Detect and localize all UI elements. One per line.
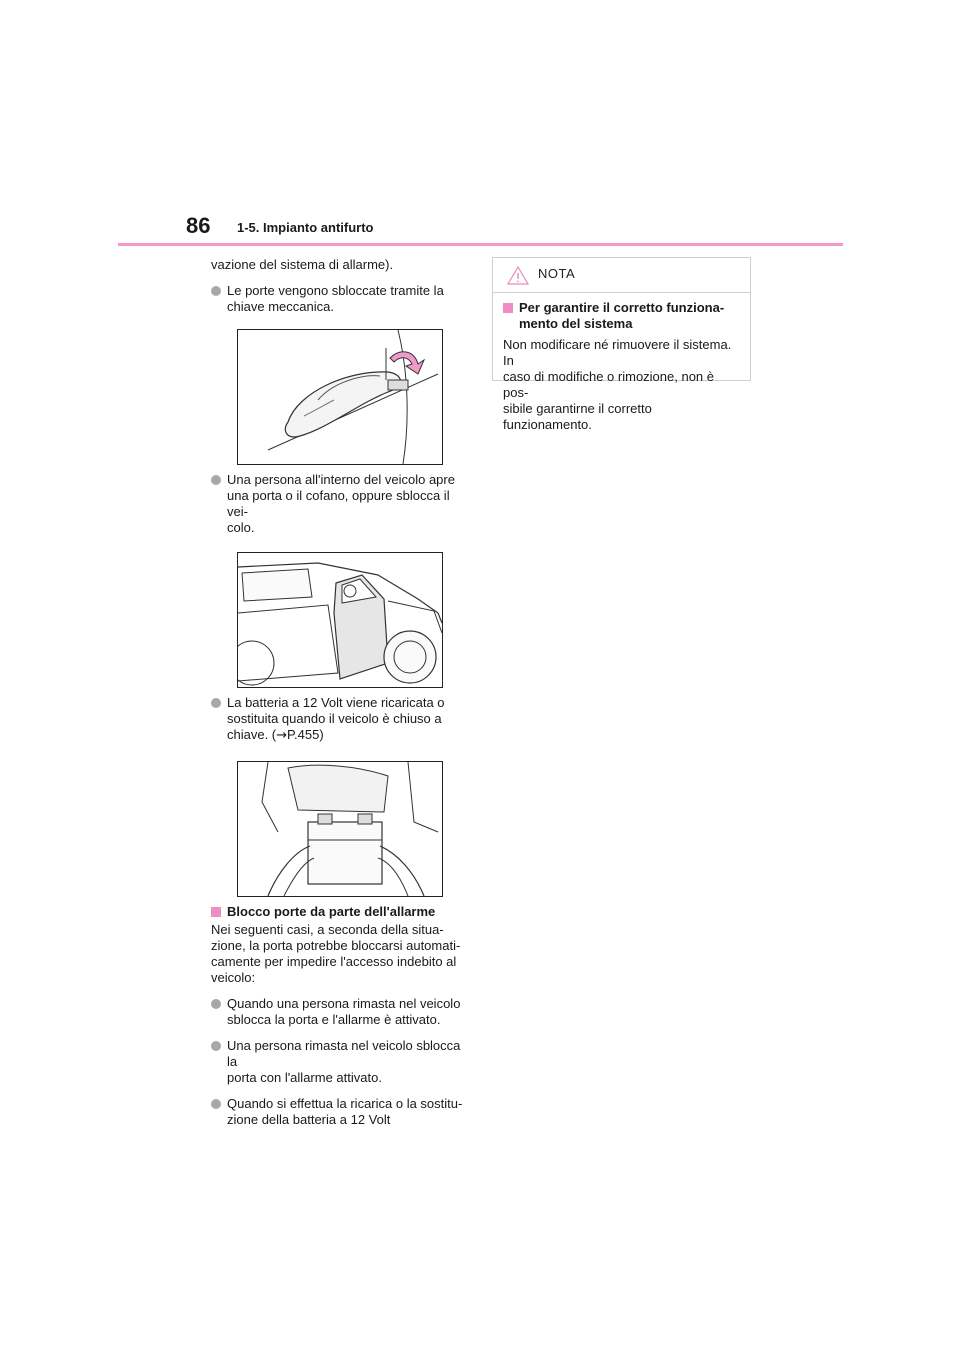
paragraph-line: zione, la porta potrebbe bloccarsi automati- xyxy=(211,938,461,953)
bullet-dot-icon xyxy=(211,475,221,485)
nota-line: caso di modifiche o rimozione, non è pos- xyxy=(503,369,715,400)
nota-box xyxy=(492,257,751,432)
bullet-line: chiave meccanica. xyxy=(227,299,334,314)
section-title: 1-5. Impianto antifurto xyxy=(237,220,374,235)
door-handle-key-illustration xyxy=(237,329,443,465)
bullet-line: Una persona rimasta nel veicolo sblocca la xyxy=(227,1038,461,1069)
bullet-line xyxy=(227,727,473,744)
left-column xyxy=(211,257,473,1128)
page-reference-link[interactable]: P.455) xyxy=(287,727,324,742)
bullet-dot-icon xyxy=(211,1041,221,1051)
bullet-line: Le porte vengono sbloccate tramite la xyxy=(227,283,444,298)
bullet-dot-icon xyxy=(211,698,221,708)
bullet-line: sblocca la porta e l'allarme è attivato. xyxy=(227,1012,441,1027)
nota-heading xyxy=(503,300,740,332)
nota-line: sibile garantirne il corretto funzionamento. xyxy=(503,401,652,432)
bullet-dot-icon xyxy=(211,286,221,296)
open-door-car-illustration xyxy=(237,552,443,688)
paragraph-line: camente per impedire l'accesso indebito al xyxy=(211,954,457,969)
header-rule xyxy=(118,243,843,246)
bullet-line: sostituita quando il veicolo è chiuso a xyxy=(227,711,442,726)
battery-replacement-illustration xyxy=(237,761,443,897)
section-paragraph xyxy=(211,922,473,986)
bullet-item xyxy=(211,695,473,744)
paragraph-line: Nei seguenti casi, a seconda della situa- xyxy=(211,922,444,937)
section-heading xyxy=(211,904,473,920)
bullet-line: La batteria a 12 Volt viene ricaricata o xyxy=(227,695,445,710)
nota-header xyxy=(493,258,750,293)
bullet-item xyxy=(211,996,473,1028)
warning-triangle-icon xyxy=(507,266,529,285)
bullet-dot-icon xyxy=(211,1099,221,1109)
bullet-line: porta con l'allarme attivato. xyxy=(227,1070,382,1085)
nota-body xyxy=(493,293,750,433)
nota-line: Non modificare né rimuovere il sistema. In xyxy=(503,337,732,368)
bullet-line: colo. xyxy=(227,520,255,535)
paragraph-line: veicolo: xyxy=(211,970,256,985)
bullet-dot-icon xyxy=(211,999,221,1009)
nota-label: NOTA xyxy=(538,266,576,281)
bullet-line: Una persona all'interno del veicolo apre xyxy=(227,472,455,487)
bullet-line: Quando una persona rimasta nel veicolo xyxy=(227,996,461,1011)
bullet-item xyxy=(211,1038,473,1086)
bullet-item xyxy=(211,472,473,536)
bullet-item xyxy=(211,1096,473,1128)
bullet-item xyxy=(211,283,473,315)
xref-arrow-icon: → xyxy=(276,728,288,743)
battery-drawing xyxy=(238,762,442,896)
nota-heading-line: Per garantire il corretto funziona- xyxy=(519,300,725,315)
square-bullet-icon xyxy=(211,907,221,917)
door-handle-drawing xyxy=(238,330,442,464)
nota-paragraph xyxy=(503,337,740,433)
bullet-line: una porta o il cofano, oppure sblocca il vei- xyxy=(227,488,450,519)
square-bullet-icon xyxy=(503,303,513,313)
page-number: 86 xyxy=(186,213,211,238)
bullet-line: Quando si effettua la ricarica o la sostitu- xyxy=(227,1096,463,1111)
section-heading-text: Blocco porte da parte dell'allarme xyxy=(227,904,436,919)
continued-text: vazione del sistema di allarme). xyxy=(211,257,394,272)
bullet-line: zione della batteria a 12 Volt xyxy=(227,1112,391,1127)
car-door-drawing xyxy=(238,553,442,687)
bullet-line-text: chiave. ( xyxy=(227,727,277,742)
nota-heading-line: mento del sistema xyxy=(519,316,633,331)
